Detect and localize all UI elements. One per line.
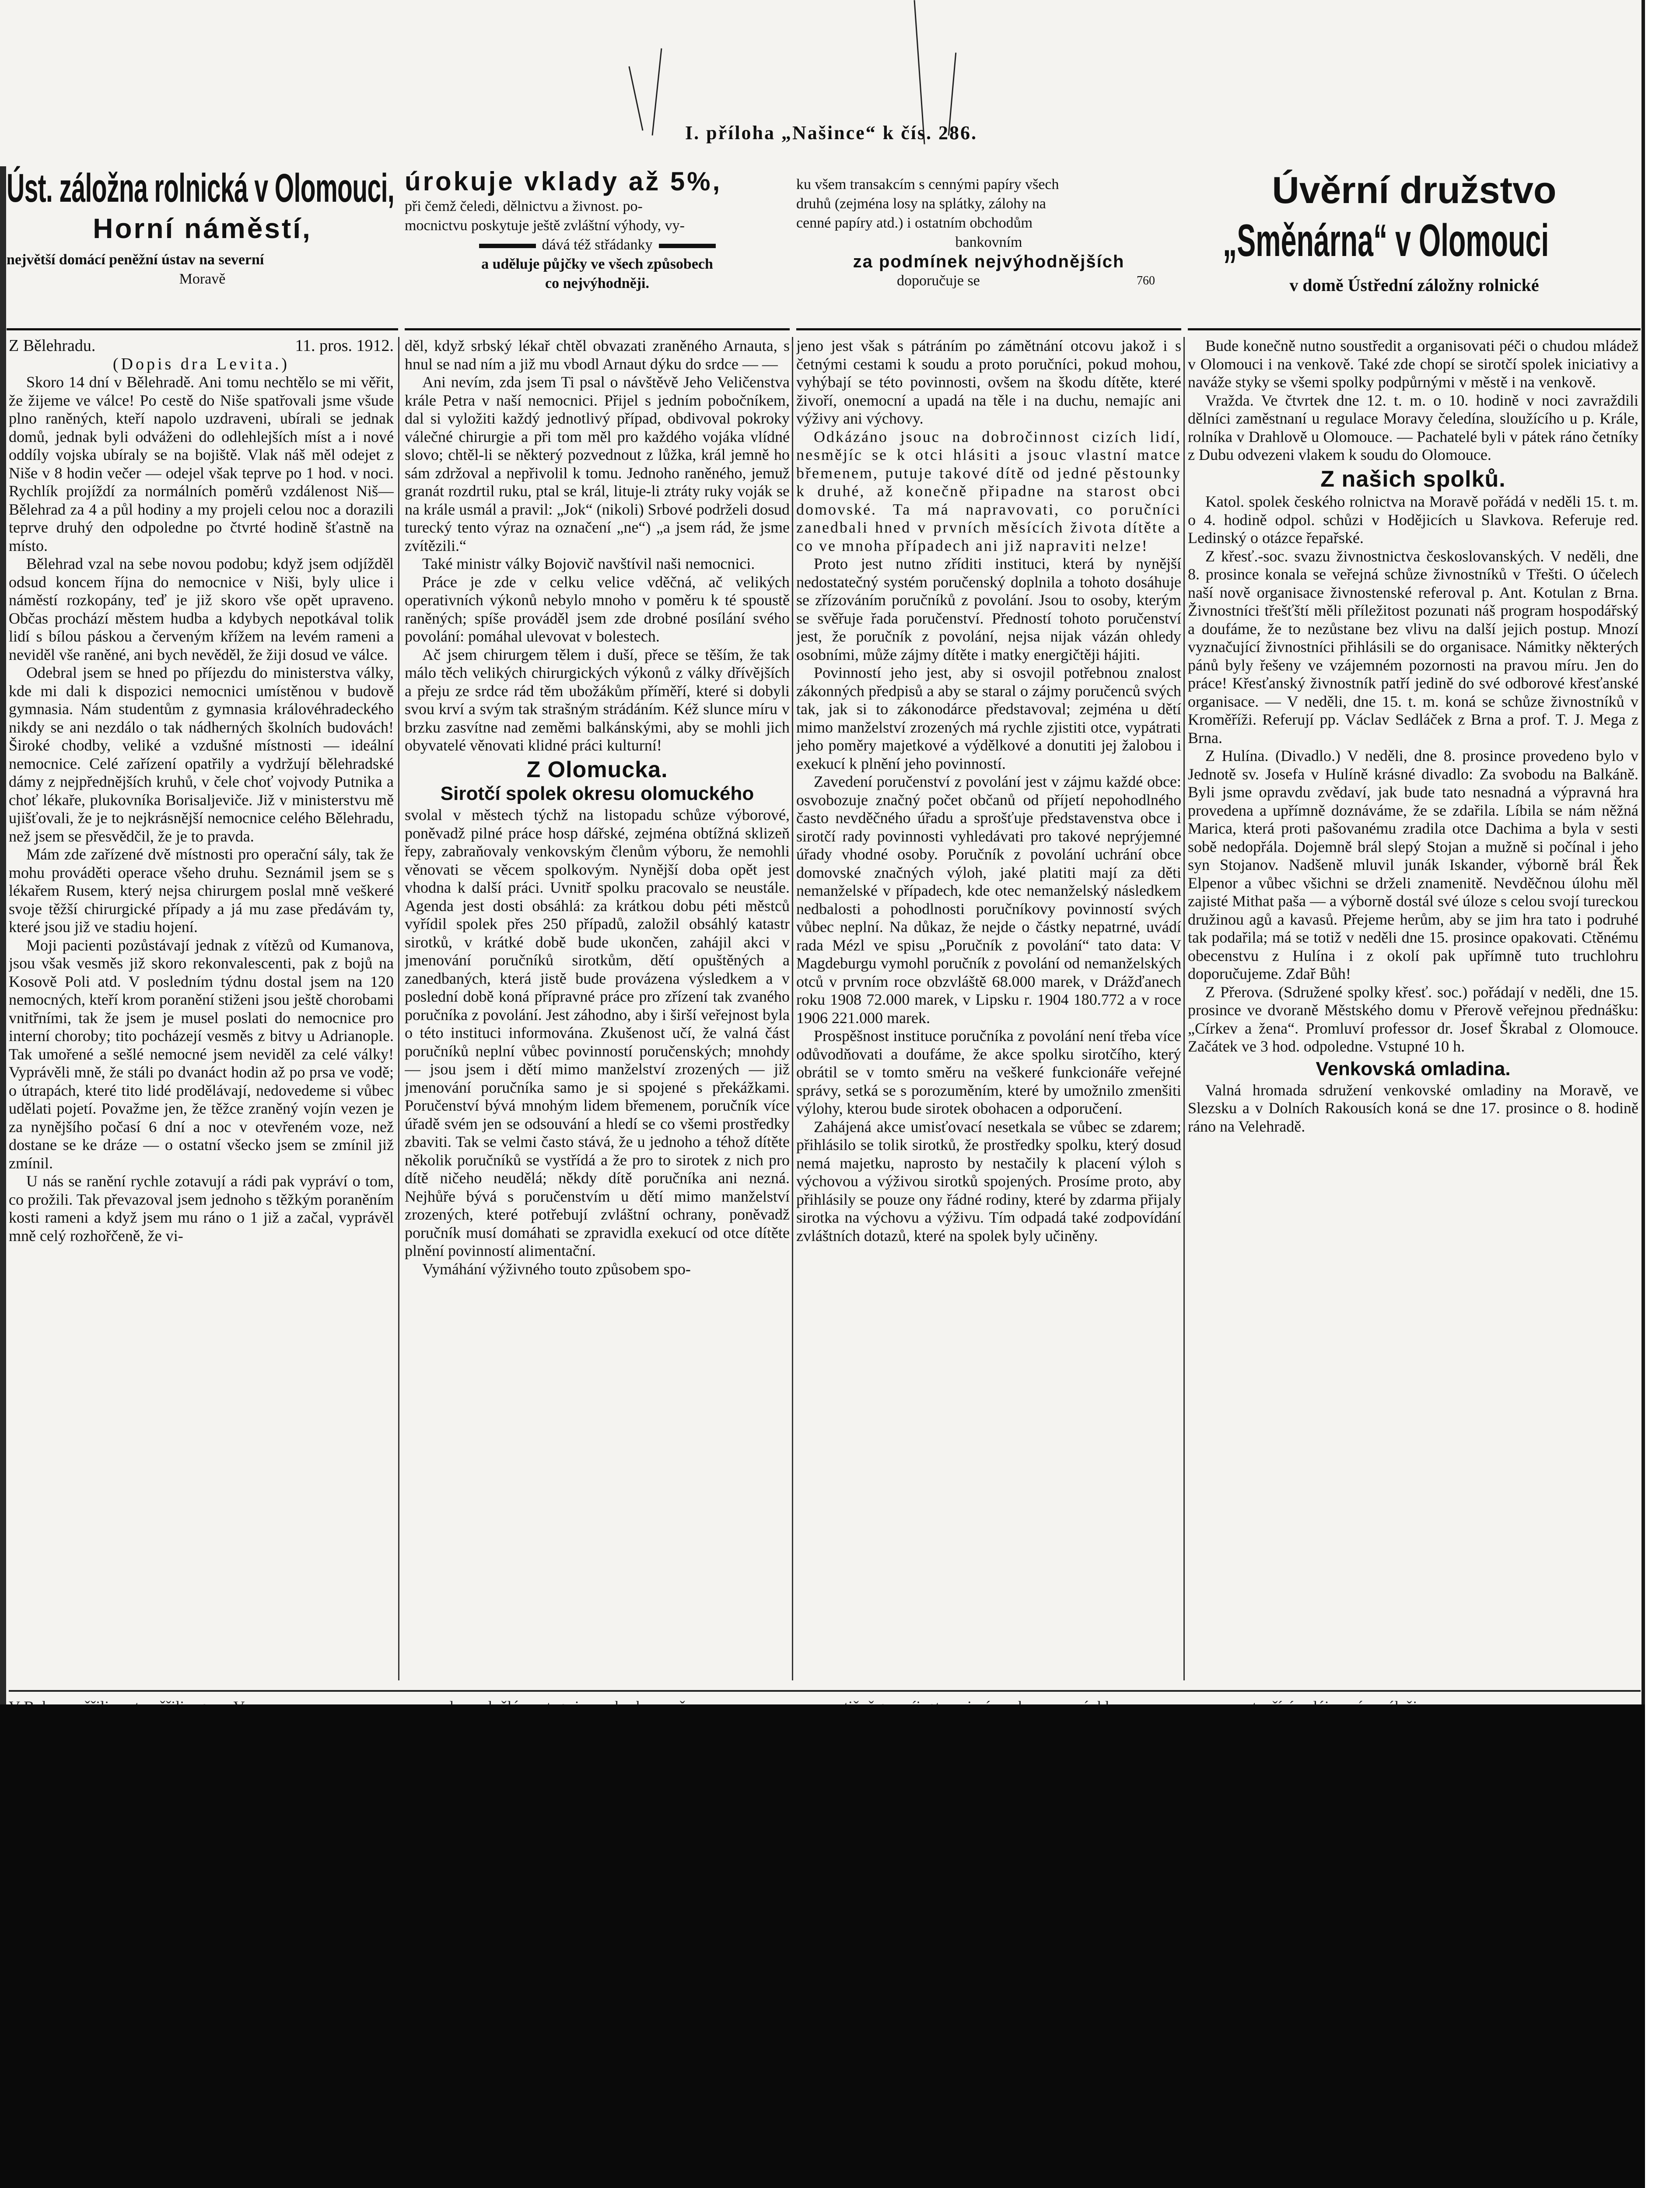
scan-margin — [1645, 0, 1680, 2188]
section-heading: Venkovská omladina. — [1316, 1058, 1511, 1080]
ad2-line3-row — [405, 235, 790, 255]
paragraph: Z Přerova. (Sdružené spolky křesť. soc.) pořádají v neděli, dne 15. prosince ve dvoraně Městského domu v Přerově veřejnou přednášku: „Církev a žena“. Promluví professor dr. Josef Škrabal z Olomouce. Začátek ve 3 hod. odpoledne. Vstupné 10 h. — [1188, 983, 1638, 1055]
ad3-number: 760 — [1137, 274, 1155, 288]
column-rule — [398, 337, 399, 1680]
ad2-line5: co nejvýhodněji. — [545, 275, 649, 291]
scan-background-dark — [0, 1704, 1645, 2188]
paragraph: Skoro 14 dní v Bělehradě. Ani tomu nechtělo se mi věřit, že žijeme ve válce! Po cestě do Niše spatřovali jsme všude plno raněných, kteří napolo uzdraveni, ubírali se jednak domů, jednak byli odváženi do odlehlejších míst a i nové oddíly vojska ubíraly se na bojiště. Vlak náš měl odejet z Niše v 8 hodin večer — odejel však teprve po 1 hod. v noci. Rychlík projíždí za normálních poměrů vzdálenost Niš—Bělehrad za 4 a půl hodiny a my projeli celou noc a dorazili teprve druhý den odpoledne po čtvrté hodině šťastně na místo. — [9, 373, 394, 554]
dateline-date: 11. pros. 1912. — [295, 337, 394, 355]
paragraph: Vymáhání výživného touto způsobem spo- — [422, 1260, 691, 1278]
page-edge — [1642, 0, 1645, 1729]
paragraph: Moji pacienti pozůstávají jednak z vítězů od Kumanova, jsou však vesměs již skoro rekonvalescenti, pak z bojů na Kosově Poli atd. V posledním týdnu dostal jsem na 120 nemocných, kteří krom poranění stiženi jsou ještě chorobami vnitřními, tak že jsem je musel poslati do nemocnice pro interní choroby; tito pocházejí vesměs z bitvy u Adrianople. Tak umořené a sešlé nemocné jsem neviděl za celé války! Vyprávěli mně, že stáli po dvanáct hodin až po prsa ve vodě; o útrapách, které tito lidé prodělávají, nedovedeme si vůbec udělati pojetí. Považme jen, že těžce zraněný vojín vezen je za nynějšího počasí 6 dní a noc v otevřeném voze, než dostane se ke dráze — o ostatní všecko jsem se zmínil již zmínil. — [9, 936, 394, 1172]
paragraph: Ač jsem chirurgem tělem i duší, přece se těším, že tak málo těch velikých chirurgických výkonů z války dřívějších a přeju ze srdce rád těm ubožákům příměří, které si dobyli svou krví a svým tak strašným strádáním. Kéž slunce míru v brzku zasvítne nad zeměmi balkánskými, aby se mohli jich obyvatelé věnovati klidné práci kulturní! — [405, 645, 790, 754]
column-belgrade-letter — [9, 337, 394, 1680]
ad-rural-savings-bank — [7, 158, 398, 330]
column-olomouc-news — [405, 337, 790, 1680]
paragraph: Bělehrad vzal na sebe novou podobu; když jsem odjížděl odsud koncem října do nemocnice v Niši, byly ulice i náměstí rozkopány, teď je již skoro vše opět upraveno. Občas prochází městem hudba a kdybych nepotkával tolik lidí s bílou páskou a červeným křížem na levém rameni a neviděl vše raněné, ani bych nevěděl, že žiji dosud ve válce. — [9, 555, 394, 663]
paragraph: děl, když srbský lékař chtěl obvazati zraněného Arnauta, s hnul se nad ním a již mu vbodl Arnaut dýku do srdce — — — [405, 337, 790, 373]
paragraph: Také ministr války Bojovič navštívil naši nemocnici. — [422, 555, 755, 572]
column-rule — [1183, 337, 1185, 1680]
ad-deposit-interest — [405, 158, 790, 330]
ad1-subtitle: Horní náměstí, — [93, 213, 312, 244]
ad2-line2: mocnictvu poskytuje ještě zvláštní výhody, vy- — [405, 217, 685, 234]
paragraph: jeno jest však s pátráním po zámětnání otcovu jakož i s četnými cestami k soudu a proto poručníci, pokud mohou, vyhýbají se této povinnosti, ovšem na škodu dítěte, které živoří, onemocní a upadá na těle i na duchu, nemajíc ani výživy ani výchovy. — [796, 337, 1181, 427]
ad3-line1: ku všem transakcím s cennými papíry všech — [796, 176, 1059, 193]
ad3-line5: za podmínek nejvýhodnějších — [853, 252, 1125, 271]
column-rule — [792, 337, 793, 1680]
paragraph: Proto jest nutno zříditi instituci, která by nynější nedostatečný systém poručenský doplnila a tohoto dosáhuje se zřízováním poručníků z povolání. Jsou to osoby, kterým se svěřuje řada poručenství. Předností tohoto poručenství jest, že poručník z povolání, nejsa nijak vázán ohledy osobními, může zájmy dítěte i matky energičtěji hájiti. — [796, 555, 1181, 663]
paragraph: Prospěšnost instituce poručníka z povolání není třeba více odůvodňovati a doufáme, že akce spolku sirotčího, který obrátil se v tomto směru na veškeré funkcionáře veřejné správy, setká se s porozuměním, které by umožnilo zmenšiti výlohy, kterou bude sirotek obohacen a odporučení. — [796, 1027, 1181, 1117]
ad4-line: v domě Ústřední záložny rolnické — [1289, 275, 1539, 295]
ad1-title: Úst. záložna rolnická v Olomouci, — [7, 166, 395, 210]
byline: (Dopis dra Levita.) — [112, 354, 290, 373]
paragraph: Katol. spolek českého rolnictva na Moravě pořádá v neděli 15. t. m. o 4. hodině odpol. schůzi v Hodějicích u Slavkova. Referuje red. Ledinský o otázce řepařské. — [1188, 493, 1638, 547]
ad3-line6: doporučuje se — [897, 273, 980, 289]
paragraph: Z křesť.-soc. svazu živnostnictva českoslovanských. V neděli, dne 8. prosince konala se veřejná schůze živnostníků v Třešti. O účelech naší nově organisace živnostenské referoval p. Ant. Kotulan z Brna. Živnostníci třešťští měli příležitost pozunati náš program hospodářský a doufáme, že to nezůstane bez vlivu na další jejich postup. Mnozí vyznačující živnostníci přihlásili se do organisace. Námitky některých pánů byly řešeny ve vzájemném pozornosti na pravou míru. Jen do práce! Křesťanský živnostník patří jedině do své odborové křesťanské organisace. — V neděli, dne 15. t. m. koná se schůze živnostníků v Kroměříži. Referují pp. Václav Sedláček z Brna a prof. T. J. Mega z Brna. — [1188, 547, 1638, 747]
paragraph: Mám zde zařízené dvě místnosti pro operační sály, tak že mohu prováděti operace všeho druhu. Seznámil jsem se s lékařem Rusem, který nejsa chirurgem poslal mně veškeré svoje těžší chirurgické případy a já mu zase předávám ty, které jsou již ve stadiu hojení. — [9, 845, 394, 936]
ad4-title: Úvěrní družstvo — [1272, 169, 1557, 211]
dateline — [9, 337, 394, 355]
ad2-title: úrokuje vklady až 5%, — [405, 167, 722, 196]
paragraph: Povinností jeho jest, aby si osvojil potřebnou znalost zákonných předpisů a aby se staral o zájmy poručenců svých tak, jak si to zákonodárce představoval; zejména u dětí mimo manželství zrozených má rychle zjistiti otce, vypátrati jeho poměry majetkové a výdělkové a donutiti jej žalobou i exekucí k plnění jeho povinností. — [796, 664, 1181, 772]
ad1-line2: Moravě — [179, 271, 226, 287]
supplement-header: I. příloha „Našince“ k čís. 286. — [685, 122, 978, 144]
ad3-line6-row — [796, 271, 1181, 291]
ad1-line1: největší domácí peněžní ústav na severní — [7, 252, 264, 268]
paragraph: Vražda. Ve čtvrtek dne 12. t. m. o 10. hodině v noci zavraždili dělníci zaměstnaní u regulace Moravy čeledína, sloužícího u p. Krále, rolníka v Drahlově u Olomouce. — Pachatelé byli v pátek ráno četníky z Dubu odvezeni vlakem k soudu do Olomouce. — [1188, 391, 1638, 463]
fold-rule — [9, 1690, 1641, 1692]
paragraph: Ani nevím, zda jsem Ti psal o návštěvě Jeho Veličenstva krále Petra v naší nemocnici. Přijel s jedním pobočníkem, dal si vyložiti každý jednotlivý případ, obdivoval pokroky válečné chirurgie a při tom měl pro každého vojáka vlídné slovo; chtěl-li se některý pozvednout z lůžka, král jemně ho sám zdržoval a nepřivolil k tomu. Jednoho raněného, jemuž granát rozdrtil ruku, ptal se král, lituje-li ztráty ruky voják se na krále usmál a pravil: „Jok“ (nikoli) Srbové podrželi dosud turecký tento výraz na označení „ne“) „a jsem rád, že jsme zvítězili.“ — [405, 373, 790, 554]
section-heading: Z Olomucka. — [526, 757, 668, 782]
paragraph: Valná hromada sdružení venkovské omladiny na Moravě, ve Slezsku a v Dolních Rakousích koná se dne 17. prosince o 8. hodině ráno na Velehradě. — [1188, 1081, 1638, 1135]
rule-bar — [659, 244, 716, 248]
paragraph: Zavedení poručenství z povolání jest v zájmu každé obce: osvobozuje značný počet občanů od příjetí nepohodlného často nevděčného úřadu a sprošťuje představenstva obce i sirotčí rady povinnosti vyhledávati pro takové neprýjemné úřady vhodné osoby. Poručník z povolání uchrání obce domovské značných výloh, jaké platiti mají za děti nemanželské v případech, kde otec nemanželský následkem nedbalosti a pohodlnosti poručníkovy povinností svých vůbec neplní. Na důkaz, že nejde o částky nepatrné, uvádí rada Mézl ve spisu „Poručník z povolání“ tato data: V Magdeburgu vymohl poručník z povolání od nemanželských otců v prvním roce obzvláště 68.000 marek, v Drážďanech roku 1908 72.000 marek, v Lipsku r. 1904 180.772 a v roce 1906 221.000 marek. — [796, 773, 1181, 1027]
column-guardianship — [796, 337, 1181, 1680]
ad3-line3: cenné papíry atd.) i ostatním obchodům — [796, 215, 1033, 231]
section-heading: Z našich spolků. — [1320, 466, 1506, 492]
paragraph: Práce je zde v celku velice vděčná, ač velikých operativních výkonů nebylo mnoho v poměru k té spoustě raněných; spíše prováděl jsem zde drobné posílání svého povolání: pomáhal ulevovat v bolestech. — [405, 573, 790, 645]
column-associations — [1188, 337, 1638, 1680]
ad-securities-transactions — [796, 158, 1181, 330]
binding-edge — [0, 166, 6, 1707]
paragraph: svolal v městech týchž na listopadu schůze výborové, poněvadž pilné práce hosp dářské, zejména obtížná sklizeň řepy, zabraňovaly venkovským členům výboru, že nemohli věnovati se věcem spolkovým. Nynější doba opět jest vhodna k další práci. Uvnitř spolku pracovalo se neustále. Agenda jest dosti obsáhlá: za krátkou dobu péti městců vyřídil spolek přes 250 případů, založil obsáhlý katastr sirotků, v krátké době bude ukončen, zahájil akci v jmenování poručníků sirotkům, dětí opuštěných a zanedbaných, která jistě bude provázena výsledkem a v poslední době koná přípravné práce pro zřízení tak zvaného poručníka z povolání. Jest záhodno, aby i širší veřejnost byla o této instituci informována. Zkušenost učí, že valná část poručníků neplní vůbec povinností poručenských; mnohdy — jsou jsem i dětí mimo manželství zrozených — již jmenování poručníka samo je si spojené s překážkami. Poručenství bývá mnohým lidem břemenem, poručník více úřadě svém jen se odsouvání a hledí se co všemi prostředky zbaviti. Tak se velmi často stává, že u jednoho a téhož dítěte několik poručníků se vystřídá a že pro to sirotek z nich pro dítě ničeho neudělá; někdy dítě poručníka ani nezná. Nejhůře bývá s poručenstvím u dětí mimo manželství zrozených, které potřebují zvláštní ochrany, poněvadž poručník musí domáhati se zpravidla exekucí od otce dítěte plnění povinností alimentační. — [405, 806, 790, 1259]
ad3-line4: bankovním — [955, 234, 1022, 250]
paragraph: Bude konečně nutno soustředit a organisovati péči o chudou mládež v Olomouci i na venkově. Také zde chopí se sirotčí spolek iniciativy a naváže styky se všemi spolky podpůrnými v městě i na venkově. — [1188, 337, 1638, 391]
ad4-name: „Směnárna“ v Olomouci — [1223, 215, 1549, 266]
rule-bar — [479, 244, 536, 248]
paragraph: Odebral jsem se hned po příjezdu do ministerstva války, kde mi dali k dispozici nemocnici umístěnou v budově gymnasia. Nám studentům z gymnasia královéhradeckého nikdy se ani nezdálo o tak nádherných školních budovách! Široké chodby, veliké a vzdušné místnosti — ideální nemocnice. Celé zařízení opatřily a vydržují bělehradské dámy z nejpřednějších kruhů, v čele choť vojvody Putnika a choť lékaře, plukovníka Borisaljeviče. Již v ministerstvu mě ujišťovali, že je to nejkrásnější nemocnice celého Bělehradu, než jsem se přesvědčil, že je to pravda. — [9, 664, 394, 845]
ad2-line3: dává též střádanky — [542, 237, 653, 253]
paragraph: Z Hulína. (Divadlo.) V neděli, dne 8. prosince provedeno bylo v Jednotě sv. Josefa v Hulíně krásné divadlo: Za svobodu na Balkáně. Byli jsme opravdu zvědaví, jak bude tato nesnadná a výpravná hra provedena a upřímně doznáváme, že se zdařila. Líbila se nám něžná Marica, která proti pašovanému zradila otce Dachima a byla v sesti sobě nedopřála. Dojemně brál slepý Stojan a mužně si počínal i jeho syn Stojanov. Nadšeně mluvil junák Iskander, výborně brál Řek Elpenor a vůbec všichni se drželi znamenitě. Nevděčnou úlohu měl zajisté Mithat paša — a výborně dostál své úloze s celou svojí tureckou družinou agů a kavasů. Přejeme herům, aby se jim hra tato i podruhé tak podařila; má se totiž v neděli dne 15. prosince opakovati. Ctěnému obecenstvu z Hulína i z okolí pak upřímně tuto truchlohru doporučujeme. Zdař Bůh! — [1188, 747, 1638, 982]
ad-credit-cooperative — [1188, 158, 1641, 330]
ad2-line4: a uděluje půjčky ve všech způsobech — [481, 256, 713, 272]
dateline-place: Z Bělehradu. — [9, 337, 96, 355]
paragraph: Zahájená akce umisťovací nesetkala se vůbec se zdarem; přihlásilo se tolik sirotků, že prostředky spolku, který dosud nemá majetku, naprosto by nestačily k placení výloh s výchovou a výživou sirotků spojených. Prosíme proto, aby přihlásily se pouze ony řádné rodiny, které by zdarma přijaly sirotka na výchovu a výživu. Tím odpadá také zodpovídání zvláštních dotazů, které na spolek byly učiněny. — [796, 1118, 1181, 1245]
paragraph: U nás se ranění rychle zotavují a rádi pak vypráví o tom, co prožili. Tak převazoval jsem jednoho s těžkým poraněním kosti rameni a když jsem mu ráno o 1 již a začal, vyprávěl mně celý rozhořčeně, že vi- — [9, 1172, 394, 1245]
ad2-line1: při čemž čeledi, dělnictvu a živnost. po- — [405, 198, 643, 214]
article-heading: Sirotčí spolek okresu olomuckého — [440, 783, 754, 804]
ad3-line2: druhů (zejména losy na splátky, zálohy na — [796, 196, 1046, 212]
scratch-mark — [628, 66, 643, 130]
paragraph: Odkázáno jsouc na dobročinnost cizích lidí, nesmějíc se k otci hlásiti a jsouc vlastní matce břemenem, putuje takové dítě od jedné pěstounky k druhé, až konečně připadne na starost obci domovské. Ta má napravovati, co poručníci zanedbali hned v prvních měsících života dítěte a co ve mnoha případech ani již napraviti nelze! — [796, 428, 1181, 554]
